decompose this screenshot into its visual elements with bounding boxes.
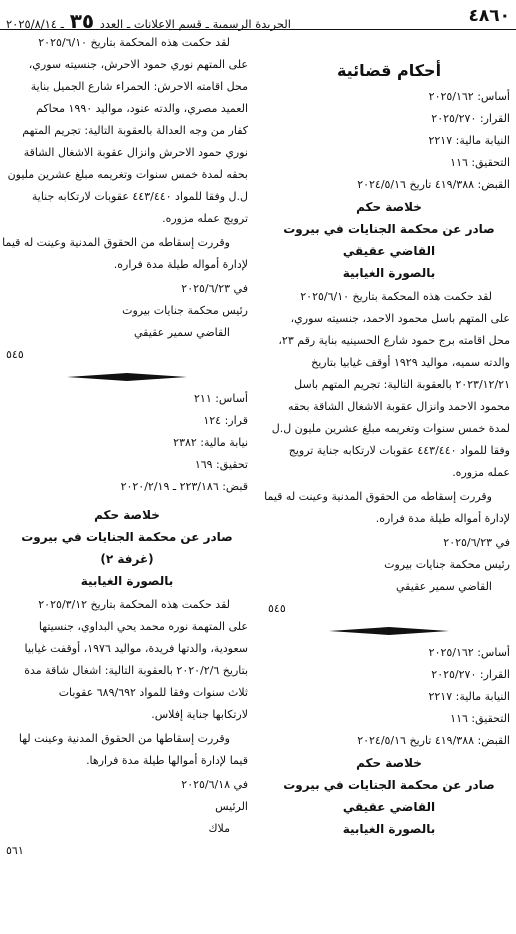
body-line: والدته سميه، مواليد ١٩٢٩ أوقف غيابيا بتاريخ bbox=[311, 356, 510, 369]
reference-number: ٥٤٥ bbox=[268, 602, 286, 615]
body-line: كفار من وجه العدالة بالعقوبة التالية: تجريم المتهم bbox=[22, 124, 248, 137]
body-line: على المتهم باسل محمود الاحمد، جنسيته سوري، bbox=[290, 312, 510, 325]
section-divider bbox=[6, 366, 248, 388]
body-line: وقررت إسقاطها من الحقوق المدنية وعينت لها bbox=[18, 732, 230, 745]
absentia-heading: بالصورة الغيابية bbox=[80, 574, 174, 588]
absentia-heading: بالصورة الغيابية bbox=[342, 822, 436, 836]
judgment-date: في ٢٠٢٥/٦/٢٣ bbox=[181, 282, 248, 295]
signature-name: ملاك bbox=[208, 822, 230, 835]
judgment-heading: خلاصة حكم bbox=[356, 756, 422, 770]
court-heading: صادر عن محكمة الجنايات في بيروت bbox=[283, 222, 495, 236]
page-number: ٤٨٦٠ bbox=[468, 6, 510, 26]
left-column bbox=[2, 30, 248, 862]
body-line: على المتهم نوري حمود الاحرش، جنسيته سوري، bbox=[28, 58, 248, 71]
meta-line: نيابة مالية: ٢٣٨٢ bbox=[173, 436, 248, 449]
case-meta bbox=[268, 86, 510, 196]
seizure-paragraph bbox=[2, 232, 248, 276]
body-line: نوري حمود الاحرش وانزال عقوبة الاشغال الشاقة bbox=[23, 146, 248, 159]
body-line: ثلاث سنوات وفقا للمواد ٦٨٩/٦٩٢ عقوبات bbox=[58, 686, 248, 699]
absentia-heading: بالصورة الغيابية bbox=[342, 266, 436, 280]
body-line: محل اقامته برج حمود شارع الحسينيه بناية رقم ٢٣، bbox=[278, 334, 510, 347]
section-divider bbox=[268, 620, 510, 642]
body-line: قيما لإدارة أموالها طيلة مدة فرارها. bbox=[86, 754, 248, 767]
body-line: بحقه لمدة خمس سنوات وتغريمه مبلغ عشرين مليون bbox=[7, 168, 248, 181]
seizure-paragraph bbox=[264, 486, 510, 530]
judgment-date: في ٢٠٢٥/٦/٢٣ bbox=[443, 536, 510, 549]
signature-title: رئيس محكمة جنايات بيروت bbox=[122, 304, 248, 317]
body-line: العميد مصري، والدته عنود، مواليد ١٩٩٠ محاكم bbox=[36, 102, 248, 115]
body-line: وقررت إسقاطه من الحقوق المدنية وعينت له قيما bbox=[264, 490, 492, 503]
body-line: على المتهمة نوره محمد يحي البداوي، جنسيتها bbox=[38, 620, 248, 633]
meta-line: تحقيق: ١٦٩ bbox=[194, 458, 248, 471]
page-header bbox=[0, 0, 516, 33]
reference-number: ٥٦١ bbox=[6, 844, 24, 857]
issue-number: ٣٥ bbox=[69, 9, 95, 33]
meta-line: أساس: ٢٠٢٥/١٦٢ bbox=[428, 90, 510, 103]
right-column bbox=[264, 30, 510, 840]
meta-line: القبض: ٤١٩/٣٨٨ تاريخ ٢٠٢٤/٥/١٦ bbox=[357, 178, 510, 191]
judge-heading: القاضي عقيقي bbox=[342, 800, 436, 814]
body-line: عمله مزوره. bbox=[452, 466, 510, 479]
body-line: لارتكابها جناية إفلاس. bbox=[151, 708, 248, 721]
meta-line: القبض: ٤١٩/٣٨٨ تاريخ ٢٠٢٤/٥/١٦ bbox=[357, 734, 510, 747]
body-line: وفقا للمواد ٤٤٣/٤٤٠ عقوبات لارتكابه جناية ترويج bbox=[288, 444, 510, 457]
body-line: بتاريخ ٢٠٢٠/٢/٦ بالعقوبة التالية: اشغال شاقة مدة bbox=[24, 664, 248, 677]
court-heading: صادر عن محكمة الجنايات في بيروت (غرفة ٢) bbox=[21, 530, 233, 566]
signature-name: القاضي سمير عقيقي bbox=[134, 326, 230, 339]
body-line: لقد حكمت هذه المحكمة بتاريخ ٢٠٢٥/٦/١٠ bbox=[300, 290, 492, 303]
meta-line: النيابة مالية: ٢٢١٧ bbox=[428, 690, 510, 703]
body-line: لقد حكمت هذه المحكمة بتاريخ ٢٠٢٥/٣/١٢ bbox=[38, 598, 230, 611]
meta-line: قبض: ٢٢٣/١٨٦ ـ ٢٠٢٠/٢/١٩ bbox=[120, 480, 248, 493]
meta-line: قرار: ١٢٤ bbox=[203, 414, 248, 427]
body-line: لمدة خمس سنوات وتغريمه مبلغ عشرين مليون ل.ل bbox=[271, 422, 510, 435]
meta-line: النيابة مالية: ٢٢١٧ bbox=[428, 134, 510, 147]
body-line: محمود الاحمد وانزال عقوبة الاشغال الشاقة بحقه bbox=[287, 400, 510, 413]
signature-name: القاضي سمير عقيقي bbox=[396, 580, 492, 593]
judgment-body bbox=[268, 286, 510, 484]
body-line: ٢٠٢٣/١٢/٢١ بالعقوبة التالية: تجريم المتهم باسل bbox=[294, 378, 510, 391]
body-line: لإدارة أمواله طيلة مدة فراره. bbox=[113, 258, 248, 271]
meta-line: القرار: ٢٠٢٥/٢٧٠ bbox=[431, 668, 510, 681]
judgment-heading: خلاصة حكم bbox=[94, 508, 160, 522]
body-line: وقررت إسقاطه من الحقوق المدنية وعينت له قيما bbox=[2, 236, 230, 249]
meta-line: التحقيق: ١١٦ bbox=[450, 156, 510, 169]
judgment-body bbox=[6, 32, 248, 230]
body-line: محل اقامته الاحرش: الحمراء شارع الجميل بناية bbox=[30, 80, 248, 93]
meta-line: أساس: ٢٠٢٥/١٦٢ bbox=[428, 646, 510, 659]
header-title-text: الجريدة الرسمية ـ قسم الاعلانات ـ العدد bbox=[99, 17, 291, 31]
seizure-paragraph bbox=[6, 728, 248, 772]
meta-line: القرار: ٢٠٢٥/٢٧٠ bbox=[431, 112, 510, 125]
judge-heading: القاضي عقيقي bbox=[342, 244, 436, 258]
body-line: سعودية، والدتها فريدة، مواليد ١٩٧٦، أوقفت غيابيا bbox=[24, 642, 248, 655]
divider-ornament bbox=[67, 373, 187, 381]
case-meta bbox=[6, 388, 248, 498]
judgment-body bbox=[6, 594, 248, 726]
reference-number: ٥٤٥ bbox=[6, 348, 24, 361]
meta-line: أساس: ٢١١ bbox=[194, 392, 248, 405]
section-title: أحكام قضائية bbox=[336, 61, 442, 80]
body-line: ترويج عمله مزوره. bbox=[162, 212, 248, 225]
court-heading: صادر عن محكمة الجنايات في بيروت bbox=[283, 778, 495, 792]
case-meta bbox=[268, 642, 510, 752]
meta-line: التحقيق: ١١٦ bbox=[450, 712, 510, 725]
judgment-date: في ٢٠٢٥/٦/١٨ bbox=[181, 778, 248, 791]
body-line: لإدارة أمواله طيلة مدة فراره. bbox=[375, 512, 510, 525]
divider-ornament bbox=[329, 627, 449, 635]
signature-title: الرئيس bbox=[215, 800, 248, 813]
signature-title: رئيس محكمة جنايات بيروت bbox=[384, 558, 510, 571]
body-line: لقد حكمت هذه المحكمة بتاريخ ٢٠٢٥/٦/١٠ bbox=[38, 36, 230, 49]
body-line: ل.ل وفقا للمواد ٤٤٣/٤٤٠ عقوبات لارتكابه جناية bbox=[31, 190, 248, 203]
judgment-heading: خلاصة حكم bbox=[356, 200, 422, 214]
header-date: ـ ٢٠٢٥/٨/١٤ bbox=[6, 17, 65, 31]
